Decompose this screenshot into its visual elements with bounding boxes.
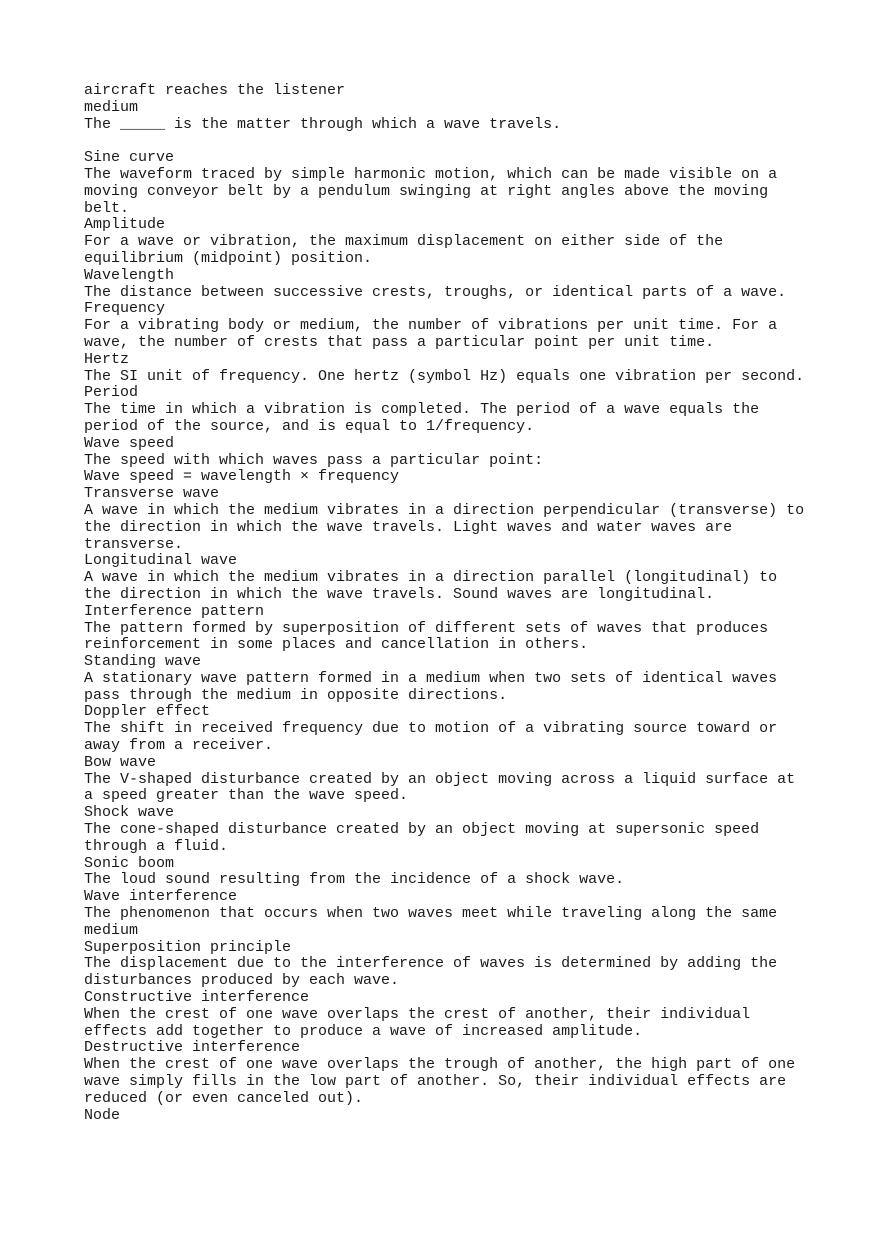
text-line: the direction in which the wave travels. Sound waves are longitudinal. [84,585,715,603]
text-line: Wave speed = wavelength × frequency [84,468,400,486]
text-line: The time in which a vibration is completed. The period of a wave equals the [84,401,760,419]
text-line: Constructive interference [84,989,310,1007]
text-line: Wavelength [84,266,175,284]
text-line: transverse. [84,535,184,553]
text-line: away from a receiver. [84,737,274,755]
text-line: The speed with which waves pass a particular point: [84,451,544,469]
text-line: disturbances produced by each wave. [84,972,400,990]
text-line: The V-shaped disturbance created by an object moving across a liquid surface at [84,770,796,788]
text-line: equilibrium (midpoint) position. [84,249,373,267]
text-line: reinforcement in some places and cancellation in others. [84,636,589,654]
text-line: medium [84,921,139,939]
text-line: The phenomenon that occurs when two waves meet while traveling along the same [84,905,778,923]
text-line: Destructive interference [84,1039,301,1057]
text-line: Amplitude [84,216,166,234]
text-line: Transverse wave [84,485,220,503]
text-line: belt. [84,199,130,217]
text-line: pass through the medium in opposite directions. [84,686,508,704]
text-line: The pattern formed by superposition of different sets of waves that produces [84,619,769,637]
text-line: Interference pattern [84,602,265,620]
text-line: Node [84,1106,121,1124]
text-line: The _____ is the matter through which a wave travels. [84,115,562,133]
text-line: Wave interference [84,888,238,906]
text-line: aircraft reaches the listener [84,82,346,99]
text-line: period of the source, and is equal to 1/frequency. [84,417,535,435]
text-line: The cone-shaped disturbance created by an object moving at supersonic speed [84,821,760,839]
text-line: For a vibrating body or medium, the number of vibrations per unit time. For a [84,317,778,335]
text-line: a speed greater than the wave speed. [84,787,409,805]
text-line: For a wave or vibration, the maximum displacement on either side of the [84,233,724,251]
text-line: Period [84,384,139,402]
text-line: Hertz [84,350,130,368]
text-line: When the crest of one wave overlaps the crest of another, their individual [84,1005,751,1023]
text-line: When the crest of one wave overlaps the trough of another, the high part of one [84,1056,796,1074]
text-line: A stationary wave pattern formed in a medium when two sets of identical waves [84,669,778,687]
text-line: Standing wave [84,653,202,671]
text-line: The distance between successive crests, troughs, or identical parts of a wave. [84,283,787,301]
document-body [84,83,864,1124]
text-line: The loud sound resulting from the incidence of a shock wave. [84,871,625,889]
text-line: Doppler effect [84,703,211,721]
text-line: Sonic boom [84,854,175,872]
text-line: through a fluid. [84,837,229,855]
text-line: The shift in received frequency due to motion of a vibrating source toward or [84,720,778,738]
text-line: the direction in which the wave travels. Light waves and water waves are [84,518,733,536]
text-line: The displacement due to the interference of waves is determined by adding the [84,955,778,973]
text-line: Bow wave [84,753,157,771]
text-line: moving conveyor belt by a pendulum swinging at right angles above the moving [84,182,769,200]
text-line: effects add together to produce a wave of increased amplitude. [84,1022,643,1040]
text-line: A wave in which the medium vibrates in a direction parallel (longitudinal) to [84,569,778,587]
text-line: reduced (or even canceled out). [84,1089,364,1107]
text-line: Sine curve [84,149,175,167]
text-line: Wave speed [84,434,175,452]
text-line: wave simply fills in the low part of another. So, their individual effects are [84,1073,787,1091]
text-line: A wave in which the medium vibrates in a direction perpendicular (transverse) to [84,501,805,519]
text-line: Shock wave [84,804,175,822]
text-line: Longitudinal wave [84,552,238,570]
text-line: The waveform traced by simple harmonic motion, which can be made visible on a [84,165,778,183]
blank-line [84,133,864,150]
text-line: Superposition principle [84,938,292,956]
text-line: medium [84,98,139,116]
text-line: The SI unit of frequency. One hertz (symbol Hz) equals one vibration per second. [84,367,805,385]
text-line: Frequency [84,300,166,318]
text-line: wave, the number of crests that pass a particular point per unit time. [84,333,715,351]
